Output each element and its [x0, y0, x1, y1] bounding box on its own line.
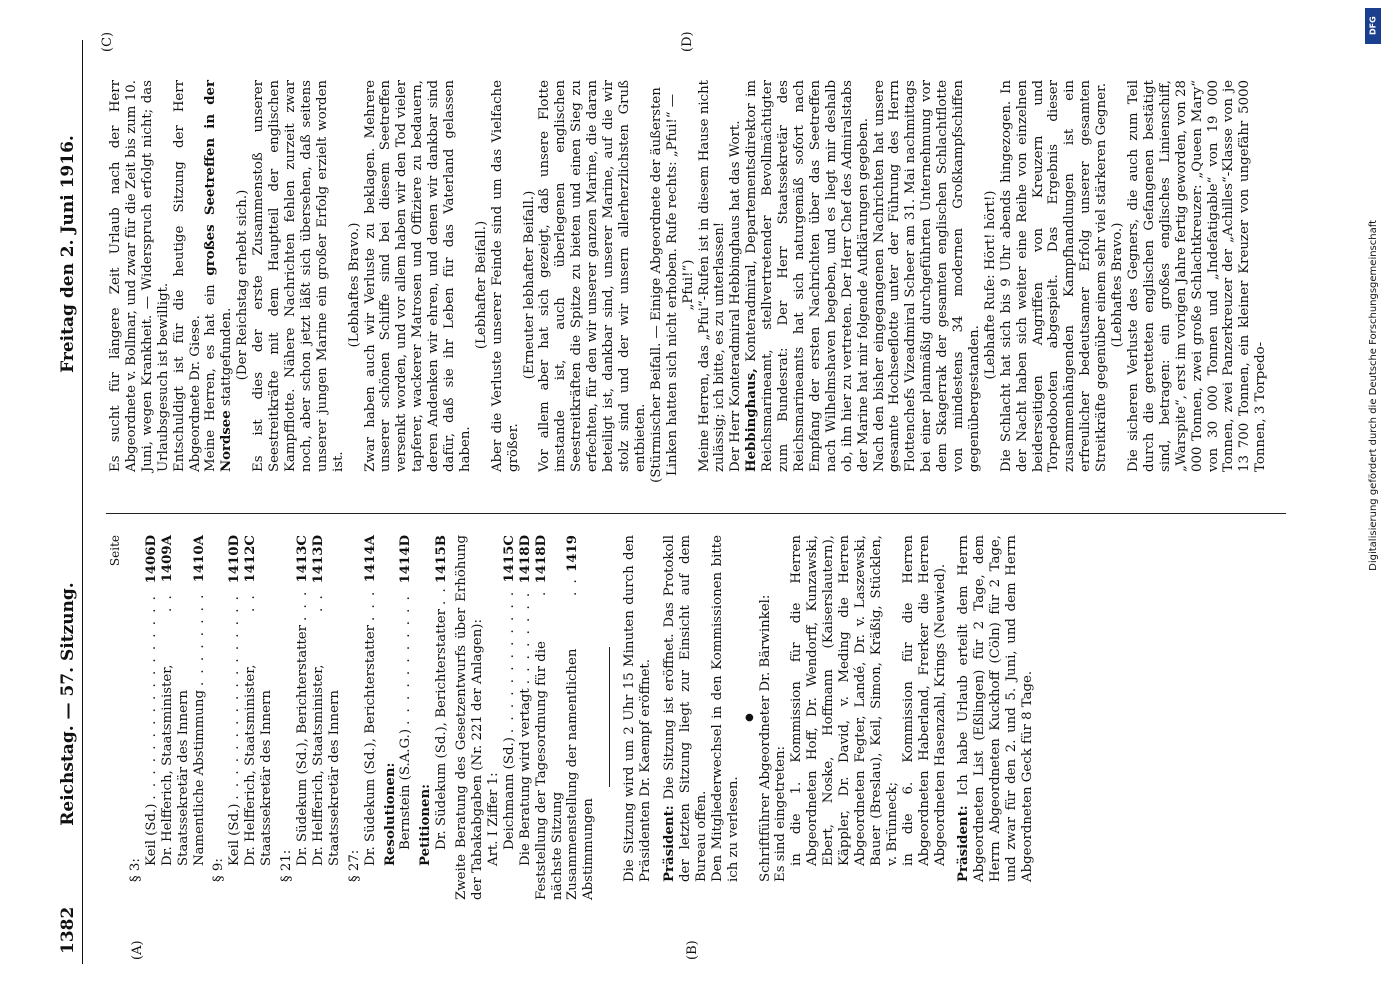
- paragraph: Aber die Verluste unserer Feinde sind um das Vielfache größer.: [489, 80, 521, 472]
- stage-direction: (Lebhafte Rufe: Hört! hört!): [982, 190, 998, 380]
- page-number: 1382: [58, 906, 78, 954]
- paragraph: Meine Herren, das „Pfui“-Rufen ist in diesem Hause nicht zulässig; ich bitte, es zu unterlassen!: [696, 80, 728, 472]
- header-left-title: Reichstag. — 57. Sitzung.: [58, 582, 78, 826]
- toc-entry: Dr. Südekum (Sd.), Berichterstatter . . . 1415B: [434, 535, 450, 900]
- toc-entry: Feststellung der Tagesordnung für die nächste Sitzung . . . 1418D: [534, 535, 566, 900]
- bullet-dot: ●: [743, 713, 755, 722]
- toc-entry: Keil (Sd.) . . . 1410D: [227, 535, 243, 900]
- mitgliederwechsel: Den Mitgliederwechsel in den Kommissionen bitte ich zu verlesen.: [709, 535, 741, 882]
- paragraph: Vor allem aber hat sich gezeigt, daß unsere Flotte imstande ist, auch überlegenen englischen Seestreitkräften die Spitze zu bieten und einen Sieg zu erfechten, für den wir unserer ganzen Marine, die daran beteiligt ist, dankbar sind, unserer Marine, auf die wir stolz sind und der wir unsern allerherzlichsten Gruß entbieten.: [537, 80, 648, 472]
- stage-direction: (Der Reichstag erhebt sich.): [235, 189, 251, 381]
- margin-letter-b: (B): [685, 940, 700, 960]
- stage-direction: (Lebhaftes Bravo.): [346, 222, 362, 348]
- seite-label: Seite: [108, 535, 122, 567]
- schriftfuehrer-heading: Schriftführer Abgeordneter Dr. Bärwinkel:: [757, 594, 773, 882]
- resolutionen-heading: Resolutionen:: [382, 762, 398, 866]
- zweite-beratung: Zweite Beratung des Gesetzentwurfs über Erhöhung der Tabakabgaben (Nr. 221 der Anlagen):: [454, 535, 486, 900]
- toc-entry: Bernstein (S.A.G.) . . . 1414D: [398, 535, 414, 900]
- toc-entry: Dr. Südekum (Sd.), Berichterstatter . . . 1414A: [363, 535, 379, 900]
- margin-letter-d: (D): [680, 31, 695, 52]
- toc-entry: Dr. Südekum (Sd.), Berichterstatter . . . 1413C: [295, 535, 311, 900]
- stage-direction: (Lebhaftes Bravo.): [1110, 222, 1126, 348]
- toc-entry: Namentliche Abstimmung . . . 1410A: [192, 535, 208, 900]
- left-column: [108, 535, 1036, 900]
- column-divider: [106, 513, 1286, 514]
- praesident-statement: Präsident: Die Sitzung ist eröffnet. Das Protokoll der letzten Sitzung liegt zur Einsicht auf dem Bureau offen.: [662, 535, 709, 882]
- toc-entry: Dr. Helfferich, Staatsminister, Staatssekretär des Innern . . . 1409A: [160, 535, 192, 900]
- margin-letter-a: (A): [130, 940, 145, 960]
- toc-entry: Keil (Sd.) . . . 1406D: [144, 535, 160, 900]
- right-column: [108, 80, 1269, 490]
- toc-entry: Die Beratung wird vertagt . . . 1418D: [518, 535, 534, 900]
- praesident-urlaub: Präsident: Ich habe Urlaub erteilt dem Herrn Abgeordneten List (Eßlingen) für 2 Tage, dem Herrn Abgeordneten Kuckhoff (Cöln) für 2 Tage, und zwar für den 2. und 5. Juni, und dem Herrn Abgeordneten Geck für 8 Tage.: [956, 535, 1036, 882]
- paragraph: Die Schlacht hat sich bis 9 Uhr abends hingezogen. In der Nacht haben sich weiter eine Reihe von einzelnen beiderseitigen Angriffen von Kreuzern und Torpedobooten abgespielt. Das Ergebnis dieser zusammenhängenden Kampfhandlungen ist ein erfreulicher bedeutsamer Erfolg unserer gesamten Streitkräfte gegenüber einem sehr viel stärkeren Gegner.: [998, 80, 1110, 472]
- opening-paragraph: Die Sitzung wird um 2 Uhr 15 Minuten durch den Präsidenten Dr. Kaempf eröffnet.: [622, 535, 654, 882]
- paragraph: Meine Herren, es hat ein großes Seetreffen in der Nordsee stattgefunden.: [203, 80, 235, 472]
- dfg-logo: DFG: [1365, 8, 1381, 44]
- paragraph: Der Herr Konteradmiral Hebbinghaus hat das Wort.: [728, 120, 744, 472]
- stage-direction: (Lebhafter Beifall.): [473, 220, 489, 350]
- section-heading: § 3:: [127, 858, 143, 882]
- header-right-title: Freitag den 2. Juni 1916.: [58, 135, 78, 373]
- paragraph: Zwar haben auch wir Verluste zu beklagen. Mehrere unserer schönen Schiffe sind bei diesem Seetreffen versenkt worden, und vor allem haben wir den Tod vieler tapferer, wackerer Matrosen und Offiziere zu bedauern, deren Andenken wir ehren, und denen wir dankbar sind dafür, daß sie ihr Leben für das Vaterland gelassen haben.: [362, 80, 473, 472]
- section-heading: § 9:: [211, 858, 227, 882]
- toc-entry: Zusammenstellung der namentlichen Abstimmungen . . . 1419: [565, 535, 597, 900]
- paragraph: Die sicheren Verluste des Gegners, die auch zum Teil durch die geretteten englischen Gefangenen bestätigt sind, betragen: ein großes englisches Linienschiff, „Warspite“, erst im vorigen Jahre fertig geworden, von 28 000 Tonnen, zwei große Schlachtkreuzer: „Queen Mary“ von 30 000 Tonnen und „Indefatigable“ von 19 000 Tonnen, zwei Panzerkreuzer der „Achilles“-Klasse von je 13 700 Tonnen, ein kleiner Kreuzer von ungefähr 5000 Tonnen, 3 Torpedo-: [1126, 80, 1269, 472]
- digitization-credit: Digitalisierung gefördert durch die Deutsche Forschungsgemeinschaft: [1368, 220, 1379, 571]
- toc-entry: Dr. Helfferich, Staatsminister, Staatssekretär des Innern . . . 1412C: [243, 535, 275, 900]
- paragraph: Nach den bisher eingegangenen Nachrichten hat unsere gesamte Hochseeflotte unter der Führung des Herrn Flottenchefs Vizeadmiral Scheer am 31. Mai nachmittags bei einer planmäßig durchgeführten Unternehmung vor dem Skagerrak der gesamten englischen Schlachtflotte von mindestens 34 modernen Großkampfschiffen gegenübergestanden.: [871, 80, 982, 472]
- paragraph: Es sucht für längere Zeit Urlaub nach der Herr Abgeordnete v. Bollmar, und zwar für die Zeit bis zum 10. Juni, wegen Krankheit. — Widerspruch erfolgt nicht; das Urlaubsgesuch ist bewilligt.: [108, 80, 171, 472]
- paragraph: Entschuldigt ist für die heutige Sitzung der Herr Abgeordnete Dr. Giese.: [171, 80, 203, 472]
- stage-direction: (Stürmischer Beifall. — Einige Abgeordnete der äußersten Linken hatten sich nicht erhoben. Rufe rechts: „Pfui!“ — „Pfui!“): [648, 87, 696, 483]
- kommission-1: in die 1. Kommission für die Herren Abgeordneten Hoff, Dr. Wendorff, Kunzawski, Ebert, Noske, Hoffmann (Kaiserslautern), Käppler, Dr. David, v. Meding die Herren Abgeordneten Fegter, Landé, Dr. v. Laszewski, Bauer (Breslau), Keil, Simon, Kräßig, Stücklen, v. Brünneck;: [789, 535, 900, 866]
- paragraph: Es ist dies der erste Zusammenstoß unserer Seestreitkräfte mit dem Hauptteil der englischen Kampfflotte. Nähere Nachrichten fehlen zurzeit zwar noch, aber schon jetzt läßt sich übersehen, daß seitens unserer jungen Marine ein großer Erfolg erzielt worden ist.: [251, 80, 346, 472]
- section-heading: § 27:: [346, 849, 362, 882]
- article-heading: Art. I Ziffer 1:: [485, 772, 501, 866]
- kommission-6: in die 6. Kommission für die Herren Abgeordneten Haberland, Frerker die Herren Abgeordneten Hasenzahl, Krings (Neuwied).: [900, 535, 948, 866]
- toc-entry: Deichmann (Sd.) . . . 1415C: [502, 535, 518, 900]
- toc-entry: Dr. Helfferich, Staatsminister, Staatssekretär des Innern . . . 1413D: [311, 535, 343, 900]
- section-heading: § 21:: [279, 849, 295, 882]
- page-header: [58, 40, 83, 964]
- eingetreten-label: Es sind eingetreten:: [773, 745, 789, 882]
- speaker-paragraph: Hebbinghaus, Konteradmiral, Departementsdirektor im Reichsmarineamt, stellvertretender Bevollmächtigter zum Bundesrat: Der Herr Staatssekretär des Reichsmarineamts hat sich naturgemäß sofort nach Empfang der ersten Nachrichten über das Seetreffen nach Wilhelmshaven begeben, und es liegt mir deshalb ob, ihn hier zu vertreten. Der Herr Chef des Admiralstabs der Marine hat mir folgende Aufklärungen gegeben.: [744, 80, 871, 472]
- petitionen-heading: Petitionen:: [418, 783, 434, 866]
- stage-direction: (Erneuter lebhafter Beifall.): [521, 190, 537, 380]
- margin-letter-c: (C): [100, 31, 115, 52]
- separator-rule: [609, 648, 610, 788]
